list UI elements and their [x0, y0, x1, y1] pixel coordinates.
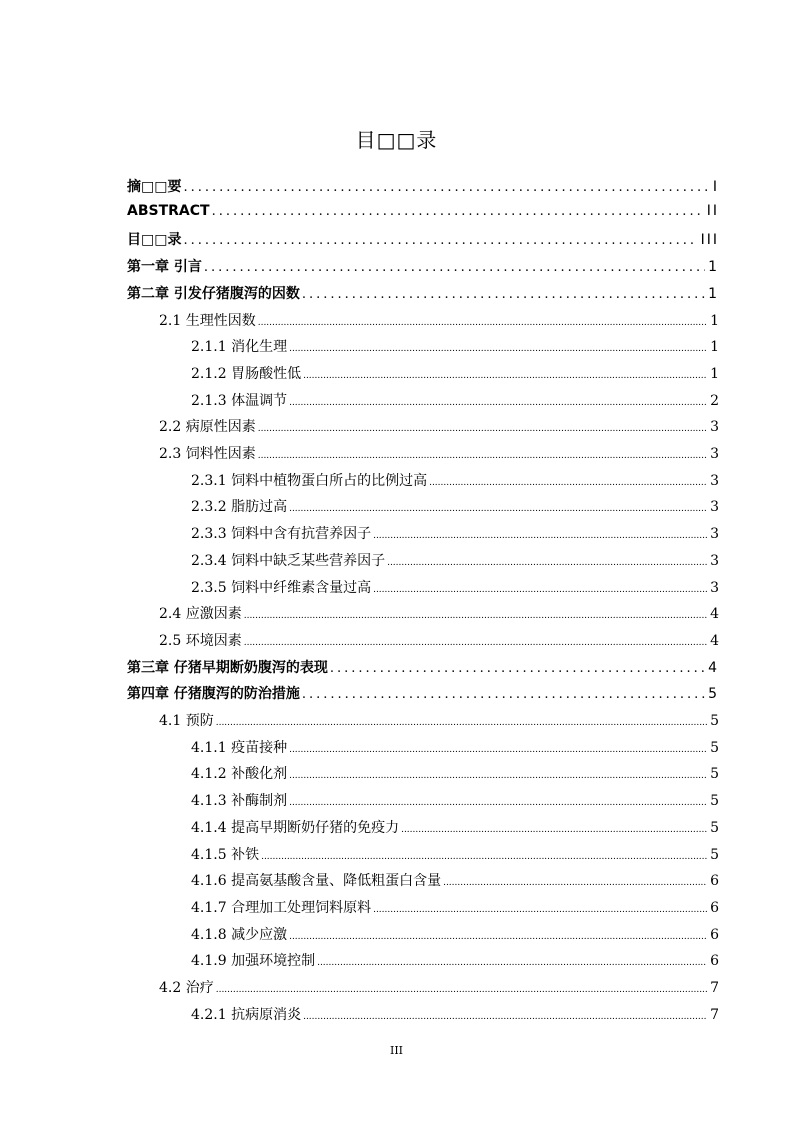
toc-dot-leader [216, 718, 707, 728]
toc-entry[interactable] [0, 176, 793, 196]
page-number-footer: III [389, 1044, 404, 1057]
toc-entry-page-number: 2 [710, 392, 719, 409]
toc-entry-page-number: 3 [710, 446, 719, 462]
toc-entry[interactable] [0, 630, 793, 650]
toc-dot-leader [183, 180, 709, 195]
toc-entry-label: 4.1.2 补酸化剂 [191, 766, 288, 783]
toc-entry[interactable] [0, 283, 793, 303]
toc-entry-page-number: 1 [710, 365, 719, 382]
toc-dot-leader [183, 233, 697, 248]
toc-dot-leader [216, 985, 707, 995]
toc-entry-label: 2.3.2 脂肪过高 [191, 499, 288, 516]
toc-entry-page-number: 5 [708, 686, 719, 703]
toc-entry[interactable] [0, 924, 793, 944]
toc-dot-leader [289, 798, 707, 808]
toc-dot-leader [302, 687, 705, 702]
toc-entry[interactable] [0, 523, 793, 543]
toc-entry-label: ABSTRACT [127, 202, 210, 219]
toc-dot-leader [258, 318, 707, 328]
toc-entry-page-number: 7 [710, 1006, 719, 1023]
toc-entry-page-number: 5 [710, 819, 719, 836]
toc-entry[interactable] [0, 710, 793, 730]
toc-dot-leader [289, 771, 707, 781]
toc-entry-label: 2.1.3 体温调节 [191, 392, 288, 409]
toc-entry-label: 2.5 环境因素 [159, 632, 242, 649]
toc-entry-page-number: 5 [710, 739, 719, 756]
toc-dot-leader [443, 878, 707, 888]
toc-entry[interactable] [0, 657, 793, 677]
toc-entry[interactable] [0, 496, 793, 516]
toc-entry-label: 4.2 治疗 [159, 980, 214, 996]
toc-dot-leader [244, 638, 707, 648]
toc-entry-label: 第四章 仔猪腹泻的防治措施 [127, 686, 300, 703]
toc-entry-label: 目□□录 [127, 232, 182, 249]
toc-entry[interactable] [0, 229, 793, 249]
toc-entry-page-number: II [706, 202, 719, 219]
toc-dot-leader [373, 531, 707, 541]
toc-entry[interactable] [0, 550, 793, 570]
toc-entry-page-number: 4 [710, 606, 719, 623]
toc-entry-label: 4.1 预防 [159, 713, 214, 729]
toc-dot-leader [373, 585, 707, 595]
toc-title: 目□□录 [355, 128, 438, 152]
toc-entry-page-number: 3 [710, 526, 719, 543]
toc-entry-label: 第三章 仔猪早期断奶腹泻的表现 [127, 659, 328, 676]
toc-entry-page-number: III [700, 232, 719, 249]
toc-dot-leader [289, 932, 707, 942]
toc-entry[interactable] [0, 203, 793, 223]
toc-entry-label: 第一章 引言 [127, 259, 202, 276]
toc-entry-page-number: 5 [710, 766, 719, 783]
toc-dot-leader [261, 852, 707, 862]
toc-dot-leader [212, 204, 704, 219]
toc-dot-leader [373, 905, 707, 915]
toc-entry-label: 2.4 应激因素 [159, 606, 242, 623]
toc-entry-label: 2.3.5 饲料中纤维素含量过高 [191, 579, 372, 596]
toc-dot-leader [244, 611, 707, 621]
toc-entry-page-number: 5 [710, 713, 719, 729]
toc-entry[interactable] [0, 363, 793, 383]
toc-entry-page-number: 5 [710, 846, 719, 863]
toc-entry-page-number: 1 [708, 285, 719, 302]
toc-dot-leader [387, 558, 707, 568]
toc-entry-label: 4.1.6 提高氨基酸含量、降低粗蛋白含量 [191, 873, 442, 890]
toc-entry[interactable] [0, 737, 793, 757]
toc-entry-label: 2.1.2 胃肠酸性低 [191, 365, 302, 382]
toc-entry[interactable] [0, 817, 793, 837]
toc-entry-label: 2.3.3 饲料中含有抗营养因子 [191, 526, 372, 543]
toc-dot-leader [204, 260, 705, 275]
toc-entry-label: 摘□□要 [127, 179, 182, 195]
toc-dot-leader [302, 287, 705, 302]
toc-dot-leader [429, 478, 707, 488]
toc-entry-page-number: I [712, 179, 719, 195]
toc-entry-label: 2.3.4 饲料中缺乏某些营养因子 [191, 552, 386, 569]
toc-entry-label: 4.2.1 抗病原消炎 [191, 1006, 302, 1023]
toc-entry[interactable] [0, 416, 793, 436]
toc-entry-label: 4.1.9 加强环境控制 [191, 953, 316, 970]
toc-entry-page-number: 3 [710, 472, 719, 489]
toc-entry-label: 2.1.1 消化生理 [191, 339, 288, 356]
toc-dot-leader [289, 504, 707, 514]
toc-entry-label: 第二章 引发仔猪腹泻的因数 [127, 285, 300, 302]
toc-entry-page-number: 6 [710, 926, 719, 943]
toc-entry-page-number: 3 [710, 552, 719, 569]
toc-entry[interactable] [0, 844, 793, 864]
toc-dot-leader [258, 424, 707, 434]
toc-entry-page-number: 6 [710, 899, 719, 916]
toc-entry-label: 2.2 病原性因素 [159, 419, 256, 436]
toc-entry[interactable] [0, 443, 793, 463]
toc-entry-page-number: 3 [710, 419, 719, 436]
toc-entry[interactable] [0, 470, 793, 490]
toc-entry-label: 4.1.5 补铁 [191, 846, 260, 863]
toc-entry[interactable] [0, 950, 793, 970]
toc-entry[interactable] [0, 390, 793, 410]
toc-entry-label: 2.3.1 饲料中植物蛋白所占的比例过高 [191, 472, 428, 489]
toc-dot-leader [303, 1012, 707, 1022]
toc-dot-leader [289, 344, 707, 354]
toc-entry[interactable] [0, 336, 793, 356]
toc-dot-leader [330, 661, 705, 676]
toc-entry-page-number: 1 [710, 312, 719, 329]
toc-dot-leader [303, 371, 707, 381]
toc-entry-label: 4.1.1 疫苗接种 [191, 739, 288, 756]
toc-entry-page-number: 6 [710, 953, 719, 970]
toc-entry-label: 4.1.4 提高早期断奶仔猪的免疫力 [191, 819, 400, 836]
toc-dot-leader [317, 958, 707, 968]
toc-entry[interactable] [0, 603, 793, 623]
toc-entry-page-number: 3 [710, 579, 719, 596]
toc-entry[interactable] [0, 870, 793, 890]
toc-entry-page-number: 5 [710, 793, 719, 810]
toc-dot-leader [289, 398, 707, 408]
toc-dot-leader [401, 825, 707, 835]
toc-entry[interactable] [0, 1004, 793, 1024]
toc-entry-label: 4.1.7 合理加工处理饲料原料 [191, 899, 372, 916]
toc-entry[interactable] [0, 897, 793, 917]
toc-entry[interactable] [0, 977, 793, 997]
toc-entry-label: 2.1 生理性因数 [159, 312, 256, 329]
toc-entry-label: 2.3 饲料性因素 [159, 446, 256, 462]
toc-dot-leader [258, 451, 707, 461]
toc-entry-page-number: 6 [710, 873, 719, 890]
toc-entry[interactable] [0, 577, 793, 597]
toc-entry[interactable] [0, 683, 793, 703]
toc-entry-page-number: 3 [710, 499, 719, 516]
toc-entry[interactable] [0, 310, 793, 330]
toc-entry-page-number: 4 [708, 659, 719, 676]
toc-entry-page-number: 1 [710, 339, 719, 356]
toc-entry-label: 4.1.3 补酶制剂 [191, 793, 288, 810]
toc-dot-leader [289, 745, 707, 755]
toc-entry[interactable] [0, 256, 793, 276]
toc-entry-label: 4.1.8 减少应激 [191, 926, 288, 943]
toc-entry-page-number: 4 [710, 632, 719, 649]
toc-entry[interactable] [0, 790, 793, 810]
toc-entry[interactable] [0, 763, 793, 783]
toc-entry-page-number: 7 [710, 980, 719, 996]
toc-entry-page-number: 1 [708, 259, 719, 276]
